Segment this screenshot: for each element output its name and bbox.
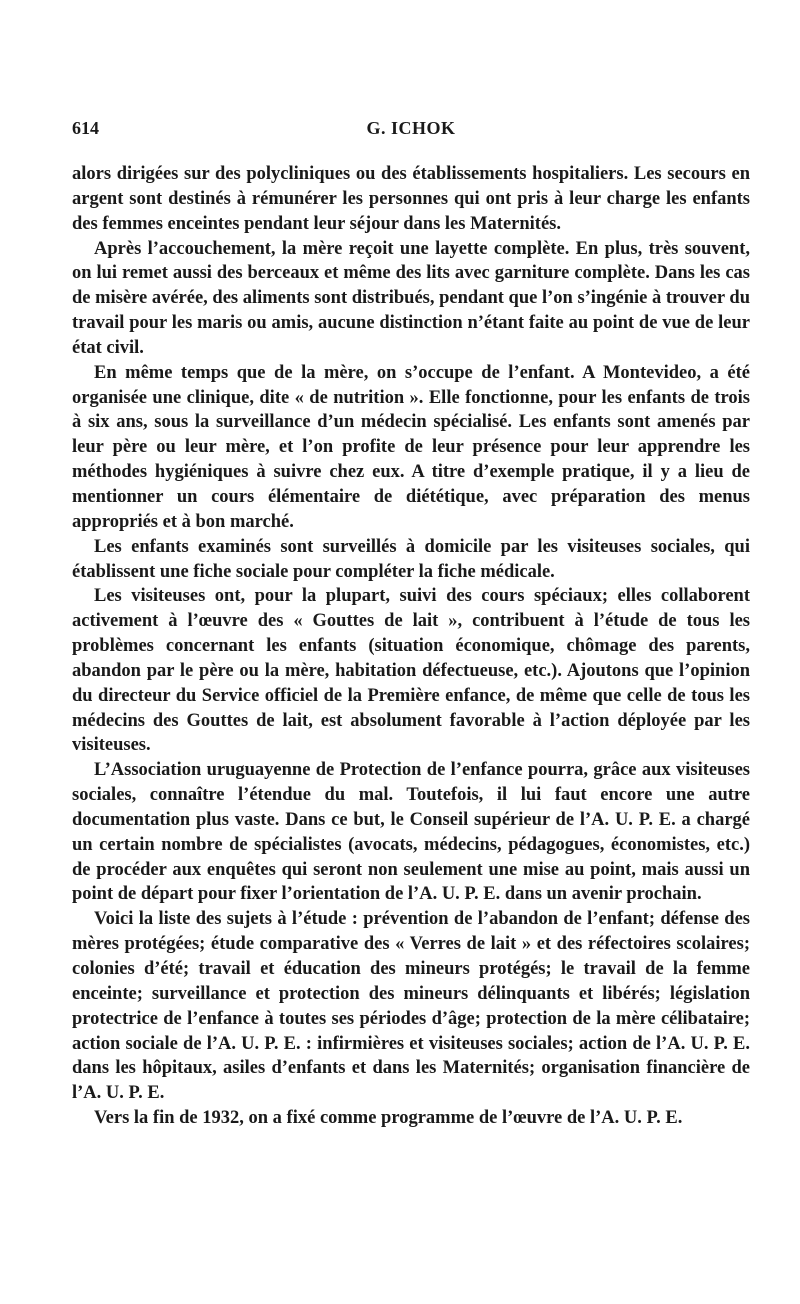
paragraph-continuation: alors dirigées sur des polycliniques ou des établissements hospitaliers. Les secours en argent sont destinés à rémunérer les personnes qui ont pris à leur charge les enfants des femmes enceintes pendant leur séjour dans les Maternités. [72,164,750,234]
paragraph-after-childbirth: Après l’accouchement, la mère reçoit une layette complète. En plus, très souvent, on lui remet aussi des berceaux et même des lits avec garniture complète. Dans les cas de misère avérée, des aliments sont distribués, pendant que l’on s’ingénie à trouver du travail pour les maris ou amis, aucune distinction n’étant faite au point de vue de leur état civil. [72,238,750,358]
paragraph-nutrition-clinic: En même temps que de la mère, on s’occupe de l’enfant. A Montevideo, a été organisée une clinique, dite « de nutrition ». Elle fonctionne, pour les enfants de trois à six ans, sous la surveillance d’un médecin spécialisé. Les enfants sont amenés par leur père ou leur mère, et l’on profite de leur présence pour leur apprendre les méthodes hygiéniques à suivre chez eux. A titre d’exemple pratique, il y a lieu de mentionner un cours élémentaire de diététique, avec préparation des menus appropriés et à bon marché. [72,362,750,532]
body-text [72,162,750,1131]
page-header [72,118,750,148]
paragraph-study-topics: Voici la liste des sujets à l’étude : prévention de l’abandon de l’enfant; défense des mères protégées; étude comparative des « Verres de lait » et des réfectoires scolaires; colonies d’été; travail et éducation des mineurs protégés; le travail de la femme enceinte; surveillance et protection des mineurs délinquants et libérés; législation protectrice de l’enfance à toutes ses périodes d’âge; protection de la mère célibataire; action sociale de l’A. U. P. E. : infirmières et visiteuses sociales; action de l’A. U. P. E. dans les hôpitaux, asiles d’enfants et dans les Maternités; organisation financière de l’A. U. P. E. [72,909,750,1104]
paragraph-association: L’Association uruguayenne de Protection de l’enfance pourra, grâce aux visiteuses sociales, connaître l’étendue du mal. Toutefois, il lui faut encore une autre documentation plus vaste. Dans ce but, le Conseil supérieur de l’A. U. P. E. a chargé un certain nombre de spécialistes (avocats, médecins, pédagogues, économistes, etc.) de procéder aux enquêtes qui seront non seulement une mise au point, mais aussi un point de départ pour fixer l’orientation de l’A. U. P. E. dans un avenir prochain. [72,760,750,905]
paragraph-home-visits: Les enfants examinés sont surveillés à domicile par les visiteuses sociales, qui établissent une fiche sociale pour compléter la fiche médicale. [72,536,750,582]
running-head: G. ICHOK [366,118,456,138]
page-number: 614 [72,118,99,138]
paragraph-program-1932: Vers la fin de 1932, on a fixé comme programme de l’œuvre de l’A. U. P. E. [94,1108,683,1129]
paragraph-visiting-nurses: Les visiteuses ont, pour la plupart, suivi des cours spéciaux; elles collaborent activement à l’œuvre des « Gouttes de lait », contribuent à l’étude de tous les problèmes concernant les enfants (situation économique, chômage des parents, abandon par le père ou la mère, habitation défectueuse, etc.). Ajoutons que l’opinion du directeur du Service officiel de la Première enfance, de même que celle de tous les médecins des Gouttes de lait, est absolument favorable à l’action déployée par les visiteuses. [72,586,750,756]
